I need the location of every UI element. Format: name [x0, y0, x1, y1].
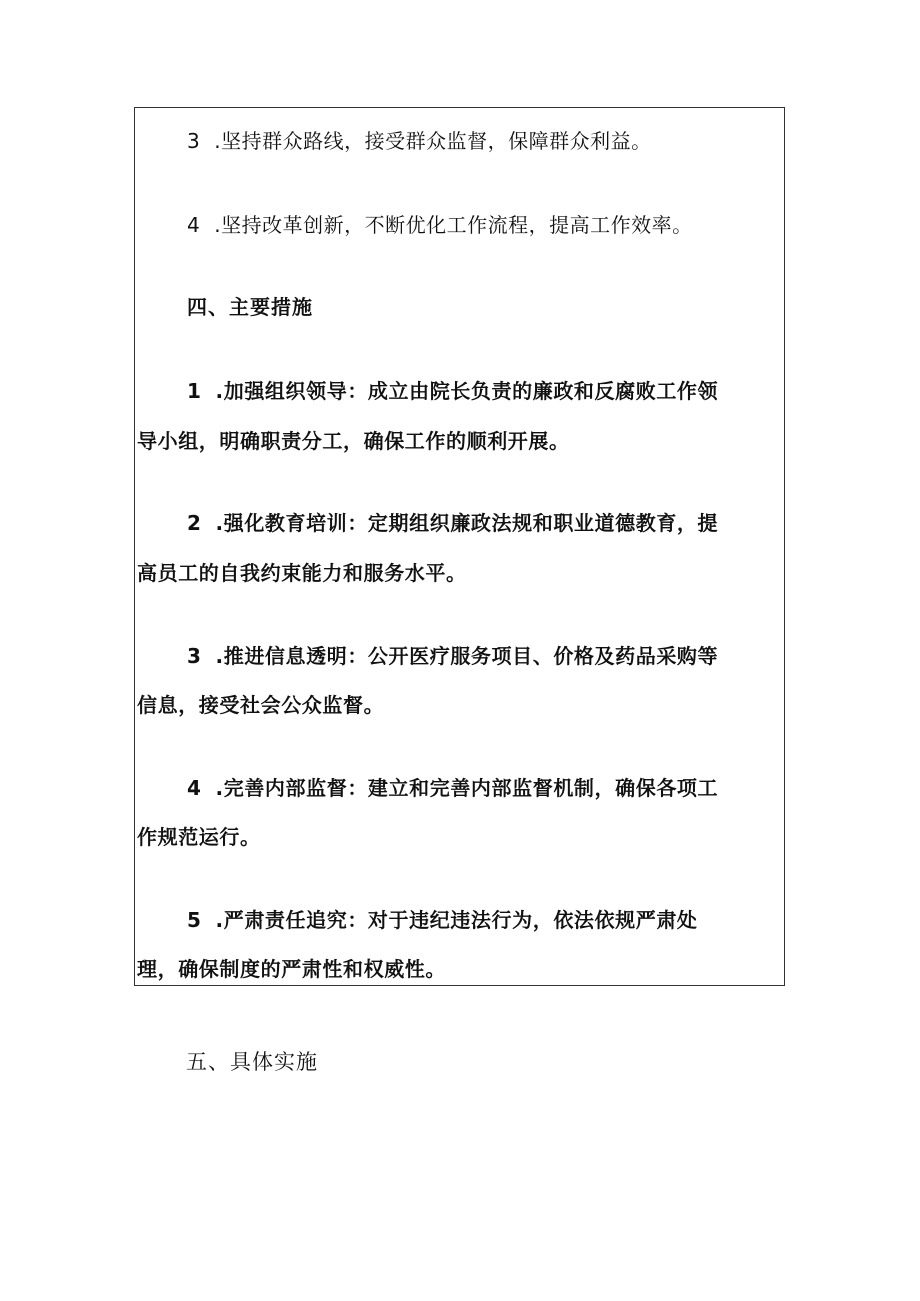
item-text: .强化教育培训：定期组织廉政法规和职业道德教育，提 — [215, 511, 719, 535]
measure-item — [187, 775, 718, 801]
bordered-text-box — [134, 107, 785, 986]
measure-continuation: 作规范运行。 — [137, 825, 261, 849]
principle-item — [187, 212, 693, 238]
item-text: .坚持改革创新，不断优化工作流程，提高工作效率。 — [214, 213, 693, 237]
item-number: 1 — [187, 379, 202, 403]
section-title: 四、主要措施 — [187, 295, 313, 319]
item-number: 4 — [187, 776, 202, 800]
item-number: 3 — [187, 644, 202, 668]
measure-item — [187, 510, 718, 536]
measure-continuation: 理，确保制度的严肃性和权威性。 — [137, 957, 446, 981]
item-number: 2 — [187, 511, 202, 535]
item-number: 5 — [187, 908, 202, 932]
measure-item — [187, 378, 718, 404]
measure-item — [187, 907, 698, 933]
item-text: .加强组织领导：成立由院长负责的廉政和反腐败工作领 — [215, 379, 719, 403]
item-number: 4 — [187, 213, 201, 237]
principle-item — [187, 128, 652, 154]
measure-item — [187, 643, 718, 669]
item-text: .坚持群众路线，接受群众监督，保障群众利益。 — [214, 129, 652, 153]
measure-continuation: 高员工的自我约束能力和服务水平。 — [137, 561, 467, 585]
measure-continuation: 导小组，明确职责分工，确保工作的顺利开展。 — [137, 429, 570, 453]
item-text: .完善内部监督：建立和完善内部监督机制，确保各项工 — [215, 776, 719, 800]
item-text: .严肃责任追究：对于违纪违法行为，依法依规严肃处 — [215, 908, 698, 932]
item-number: 3 — [187, 129, 201, 153]
measure-continuation: 信息，接受社会公众监督。 — [137, 693, 385, 717]
item-text: .推进信息透明：公开医疗服务项目、价格及药品采购等 — [215, 644, 719, 668]
section-title: 五、具体实施 — [186, 1050, 318, 1074]
